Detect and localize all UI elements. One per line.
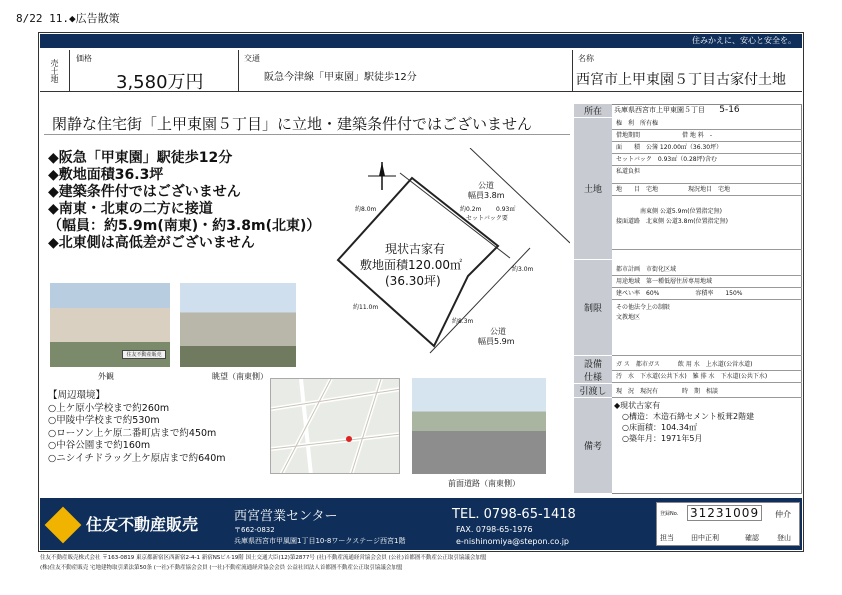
remark-line: ○床面積：104.34㎡ <box>614 423 697 432</box>
surroundings-list <box>48 390 226 465</box>
dim-label: 約11.0m <box>353 304 379 311</box>
road-se-label: 公道 <box>490 327 506 336</box>
branch-address: 兵庫県西宮市甲風園1丁目10-8ワークステージ西宮1階 <box>234 537 406 545</box>
branch-zip: 〒662-0832 <box>234 526 275 534</box>
spec-row: 用途地域 第一種低層住居専用地域 <box>612 276 802 288</box>
reg-number: 31231009 <box>687 505 762 521</box>
spec-label-remarks: 備考 <box>574 398 612 494</box>
area-map <box>270 378 400 474</box>
surroundings-item: ○上ケ原小学校まで約260m <box>48 402 170 414</box>
manager-name: 登山 <box>777 534 791 542</box>
compass-icon <box>368 162 396 190</box>
plot-label-area: 敷地面積120.00㎡ <box>360 258 462 272</box>
spec-row: 接面道路 北東側 公道3.8m(位置指定無) <box>612 216 802 250</box>
top-info-row <box>40 50 802 92</box>
feature-item: ◆建築条件付ではございません <box>48 184 241 200</box>
photo-road-caption: 前面道路（南東側） <box>448 479 520 488</box>
spec-label-specs: 仕様 <box>574 370 612 384</box>
branch-fax: FAX. 0798-65-1976 <box>456 525 533 534</box>
headline: 閑静な住宅街「上甲東園５丁目」に立地・建築条件付ではございません <box>52 115 533 133</box>
spec-row: ガ ス 都市ガス 飲 用 水 上水道(公営水道) <box>612 359 802 371</box>
name-label: 名称 <box>578 54 594 63</box>
photo-view <box>180 283 296 367</box>
surroundings-item: ○ローソン上ケ原二番町店まで約450m <box>48 427 217 439</box>
top-banner <box>40 34 802 48</box>
property-name: 西宮市上甲東園５丁目古家付土地 <box>576 72 786 88</box>
remarks <box>614 400 754 444</box>
tagline: 住みかえに、安心と安全を。 <box>692 36 796 45</box>
feature-item: （幅員：約5.9m(南東)・約3.8m(北東)） <box>48 218 321 234</box>
road-se-width: 幅員5.9m <box>478 337 515 346</box>
company-name: 住友不動産販売 <box>86 515 199 534</box>
surroundings-item: ○ニシイチドラッグ上ケ原店まで約640m <box>48 452 226 464</box>
price-value: 3,580万円 <box>116 72 204 93</box>
photo-exterior <box>50 283 170 367</box>
divider <box>572 50 573 92</box>
spec-location <box>614 105 740 115</box>
spec-row: 汚 水 下水道(公共下水) 雑 排 水 下水道(公共下水) <box>612 371 802 383</box>
spec-row: 建ぺい率 60% 容積率 150% <box>612 288 802 300</box>
spec-row: セットバック 0.93㎡（0.28坪)含む <box>612 154 802 166</box>
spec-label-restrictions: 制限 <box>574 260 612 356</box>
headline-rule <box>44 134 570 135</box>
photo-exterior-caption: 外観 <box>98 372 114 381</box>
spec-label-handover: 引渡し <box>574 384 612 398</box>
property-type: 売土地 <box>40 50 70 92</box>
spec-lot-number: 5-16 <box>719 105 740 115</box>
road-ne-label: 公道 <box>478 181 494 190</box>
feature-item: ◆北東側は高低差がございません <box>48 235 255 251</box>
agent-name: 田中正利 <box>691 534 719 542</box>
dim-label: 約3.0m <box>512 266 534 273</box>
spec-row: 現 況 現況有 時 期 相談 <box>612 386 802 398</box>
reg-label: 登録No. <box>660 511 679 517</box>
feature-list <box>48 150 320 252</box>
feature-item: ◆南東・北東の二方に接道 <box>48 201 213 217</box>
surroundings-title: 【周辺環境】 <box>48 390 106 401</box>
remark-line: ○築年月：1971年5月 <box>614 434 703 443</box>
spec-label-equipment: 設備 <box>574 356 612 370</box>
agent-label: 担当 <box>660 534 674 542</box>
dim-label: 約8.0m <box>355 206 377 213</box>
spec-label-location: 所在 <box>574 104 612 118</box>
branch-tel: TEL. 0798-65-1418 <box>452 507 576 522</box>
road-ne-width: 幅員3.8m <box>468 191 505 200</box>
plot-label-status: 現状古家有 <box>385 242 446 256</box>
spec-location-text: 兵庫県西宮市上甲東園５丁目 <box>614 106 705 114</box>
spec-row: 都市計画 市街化区域 <box>612 264 802 276</box>
dim-label: 約8.3m <box>452 318 474 325</box>
spec-row: 文教地区 <box>612 312 802 356</box>
spec-label-land: 土地 <box>574 118 612 260</box>
feature-item: ◆敷地面積36.3坪 <box>48 167 164 183</box>
company-sign: 住友不動産販売 <box>122 350 166 359</box>
surroundings-item: ○中谷公園まで約160m <box>48 440 151 451</box>
access-value: 阪急今津線「甲東園」駅徒歩12分 <box>264 72 417 83</box>
document-ref: 8/22 11.◆広告散策 <box>16 12 120 25</box>
divider <box>238 50 239 92</box>
surroundings-item: ○甲陵中学校まで約530m <box>48 415 160 426</box>
feature-item: ◆阪急「甲東園」駅徒歩12分 <box>48 150 233 166</box>
spec-row: 権 利 所有権 <box>612 118 802 130</box>
plot-label-tsubo: (36.30坪) <box>385 274 441 288</box>
spec-row: 南東側 公道5.9m(位置指定無) <box>616 208 722 215</box>
setback-dist: 約0.2m <box>460 206 482 213</box>
spec-row: 地 目 宅地 現況地目 宅地 <box>612 184 802 196</box>
spec-row: 私道負担 <box>612 166 802 184</box>
manager-label: 確認 <box>745 534 759 542</box>
access-label: 交通 <box>244 54 260 63</box>
footer-info-box <box>656 502 800 546</box>
photo-road <box>412 378 546 474</box>
photo-view-caption: 眺望（南東側） <box>212 372 268 381</box>
price-label: 価格 <box>76 54 92 63</box>
spec-row: 借地期間 借 地 料 - <box>612 130 802 142</box>
spec-row: 面 積 公簿 120.00㎡（36.30坪） <box>612 142 802 154</box>
legal-line: 住友不動産販売株式会社 〒163-0819 東京都新宿区西新宿2-4-1 新宿NSビル19階 国土交通大臣(12)第2877号 (社)不動産流通経営協会会員 (公社)首都圏不動産公正取引協議会加盟 <box>40 555 487 561</box>
spec-row: その他法令上の制限 <box>616 304 671 311</box>
remark-line: ○構造：木造石綿セメント板葺2階建 <box>614 412 755 421</box>
branch-email: e-nishinomiya@stepon.co.jp <box>456 537 569 546</box>
setback-note: セットバック要 <box>466 215 508 222</box>
trade-type: 仲介 <box>775 510 791 519</box>
branch-name: 西宮営業センター <box>234 509 338 524</box>
legal-line: (株)住友不動産販売 宅地建物取引業法第50条 (一社)不動産協会会員 (一社)不動産流通経営協会会員 公益社団法人首都圏不動産公正取引協議会加盟 <box>40 565 403 571</box>
setback-area: 0.93㎡ <box>496 206 516 213</box>
remark-line: ◆現状古家有 <box>614 401 661 410</box>
